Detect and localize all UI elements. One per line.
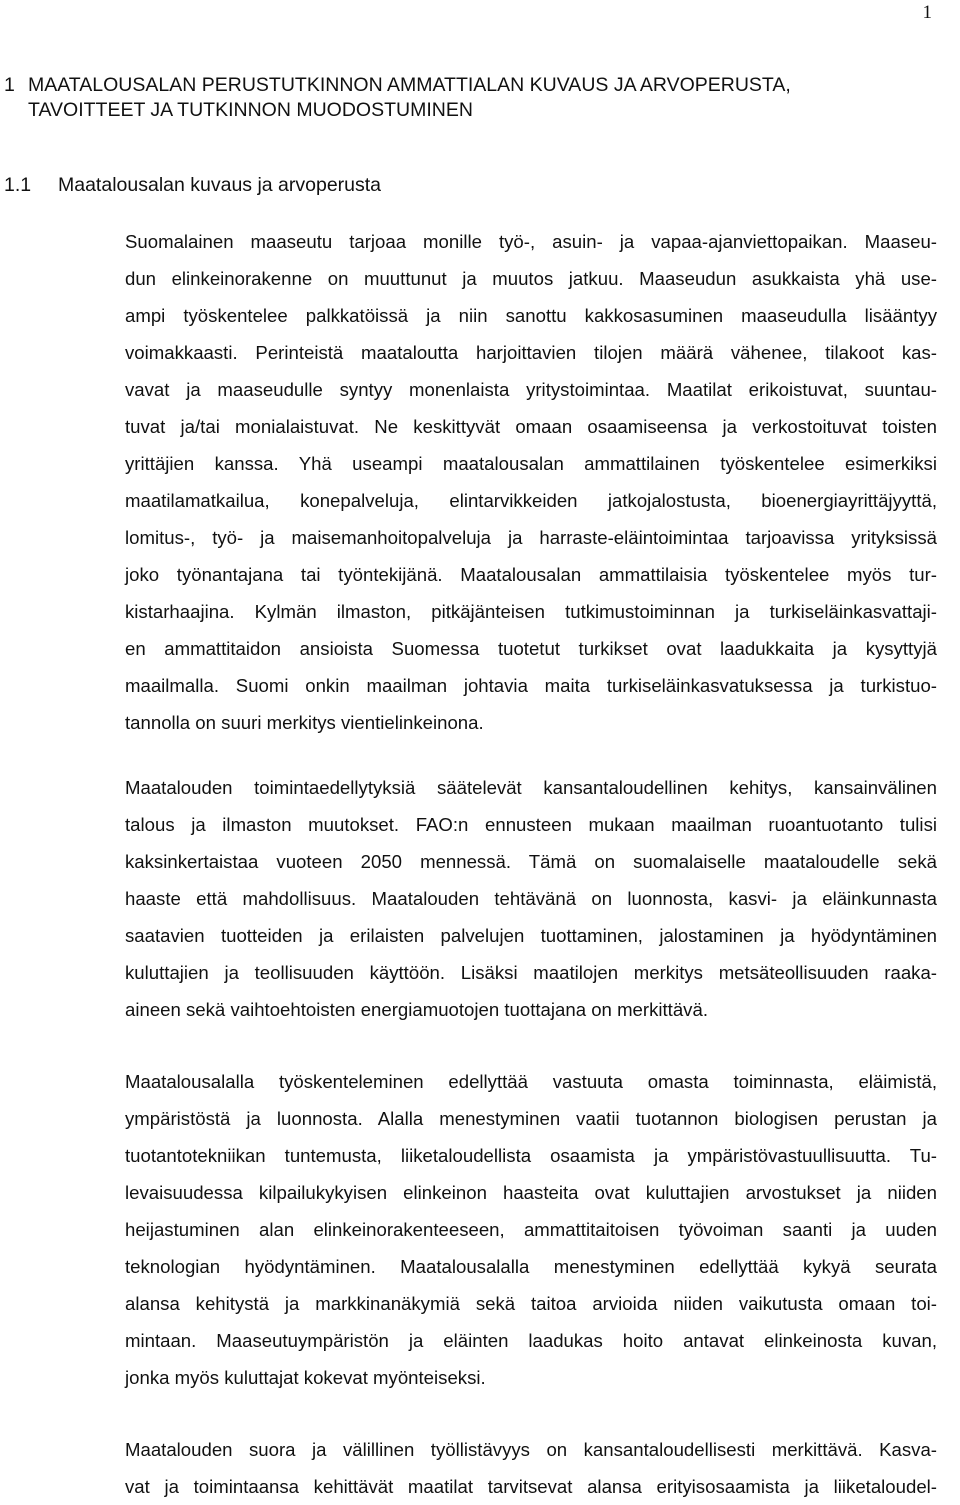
paragraph-line: kuluttajien ja teollisuuden käyttöön. Lisäksi maatilojen merkitys metsäteollisuuden raaka-: [125, 962, 937, 983]
chapter-title-line: TAVOITTEET JA TUTKINNON MUODOSTUMINEN: [28, 99, 473, 121]
body-paragraph: [125, 1063, 937, 1396]
section-heading: [4, 173, 381, 197]
paragraph-line: teknologian hyödyntäminen. Maatalousalalla menestyminen edellyttää kykyä seurata: [125, 1256, 937, 1277]
paragraph-line: ympäristöstä ja luonnosta. Alalla menestyminen vaatii tuotannon biologisen perustan ja: [125, 1108, 937, 1129]
paragraph-line: lomitus-, työ- ja maisemanhoitopalveluja ja harraste-eläintoimintaa tarjoavissa yrityksissä: [125, 527, 937, 548]
paragraph-line: dun elinkeinorakenne on muuttunut ja muutos jatkuu. Maaseudun asukkaista yhä use-: [125, 268, 937, 289]
paragraph-line: ampi työskentelee palkkatöissä ja niin sanottu kakkosasuminen maaseudulla lisääntyy: [125, 305, 937, 326]
paragraph-line: en ammattitaidon ansioista Suomessa tuotetut turkikset ovat laadukkaita ja kysyttyjä: [125, 638, 937, 659]
paragraph-line: maatilamatkailua, konepalveluja, elintarvikkeiden jatkojalostusta, bioenergiayrittäjyyttä,: [125, 490, 937, 511]
section-number: 1.1: [4, 174, 32, 196]
paragraph-line: saatavien tuotteiden ja erilaisten palvelujen tuottaminen, jalostaminen ja hyödyntäminen: [125, 925, 937, 946]
chapter-number: 1: [4, 74, 15, 96]
paragraph-line: yrittäjien kanssa. Yhä useampi maatalousalan ammattilainen työskentelee esimerkiksi: [125, 453, 937, 474]
paragraph-line: maailmalla. Suomi onkin maailman johtavia maita turkiseläinkasvatuksessa ja turkistuo-: [125, 675, 937, 696]
body-paragraph: [125, 223, 937, 741]
paragraph-line: Suomalainen maaseutu tarjoaa monille työ-, asuin- ja vapaa-ajanviettopaikan. Maaseu-: [125, 231, 937, 252]
paragraph-line: jonka myös kuluttajat kokevat myönteiseksi.: [125, 1367, 486, 1388]
section-title: Maatalousalan kuvaus ja arvoperusta: [58, 174, 382, 196]
body-paragraph: [125, 769, 937, 1028]
paragraph-line: heijastuminen alan elinkeinorakenteeseen, ammattitaitoisen työvoiman saanti ja uuden: [125, 1219, 937, 1240]
paragraph-line: levaisuudessa kilpailukykyisen elinkeinon haasteita ovat kuluttajien arvostukset ja niiden: [125, 1182, 937, 1203]
paragraph-line: vavat ja maaseudulle syntyy monenlaista yritystoimintaa. Maatilat erikoistuvat, suuntau-: [125, 379, 937, 400]
page-number: 1: [922, 2, 932, 23]
paragraph-line: mintaan. Maaseutuympäristön ja eläinten laadukas hoito antavat elinkeinosta kuvan,: [125, 1330, 937, 1351]
paragraph-line: aineen sekä vaihtoehtoisten energiamuotojen tuottajana on merkittävä.: [125, 999, 708, 1020]
chapter-heading: [4, 73, 924, 123]
paragraph-line: vat ja toimintaansa kehittävät maatilat tarvitsevat alansa erityisosaamista ja liiketaloudel-: [125, 1476, 937, 1497]
paragraph-line: Maatalouden toimintaedellytyksiä säätelevät kansantaloudellinen kehitys, kansainvälinen: [125, 777, 937, 798]
paragraph-line: kistarhaajina. Kylmän ilmaston, pitkäjänteisen tutkimustoiminnan ja turkiseläinkasvattaji-: [125, 601, 937, 622]
paragraph-line: alansa kehitystä ja markkinanäkymiä sekä taitoa arvioida niiden vaikutusta omaan toi-: [125, 1293, 937, 1314]
paragraph-line: voimakkaasti. Perinteistä maataloutta harjoittavien tilojen määrä vähenee, tilakoot kas-: [125, 342, 937, 363]
paragraph-line: Maatalousalalla työskenteleminen edellyttää vastuuta omasta toiminnasta, eläimistä,: [125, 1071, 937, 1092]
paragraph-line: Maatalouden suora ja välillinen työllistävyys on kansantaloudellisesti merkittävä. Kasva-: [125, 1439, 937, 1460]
paragraph-line: joko työnantajana tai työntekijänä. Maatalousalan ammattilaisia työskentelee myös tur-: [125, 564, 937, 585]
body-paragraph: [125, 1431, 937, 1505]
paragraph-line: kaksinkertaistaa vuoteen 2050 mennessä. Tämä on suomalaiselle maataloudelle sekä: [125, 851, 937, 872]
paragraph-line: tannolla on suuri merkitys vientielinkeinona.: [125, 712, 484, 733]
paragraph-line: talous ja ilmaston muutokset. FAO:n ennusteen mukaan maailman ruoantuotanto tulisi: [125, 814, 937, 835]
chapter-title-line: MAATALOUSALAN PERUSTUTKINNON AMMATTIALAN KUVAUS JA ARVOPERUSTA,: [28, 74, 791, 96]
paragraph-line: tuvat ja/tai monialaistuvat. Ne keskittyvät omaan osaamiseensa ja verkostoituvat toisten: [125, 416, 937, 437]
paragraph-line: tuotantotekniikan tuntemusta, liiketaloudellista osaamista ja ympäristövastuullisuutta. Tu-: [125, 1145, 937, 1166]
chapter-title: [28, 73, 791, 123]
paragraph-line: haaste että mahdollisuus. Maatalouden tehtävänä on luonnosta, kasvi- ja eläinkunnasta: [125, 888, 937, 909]
